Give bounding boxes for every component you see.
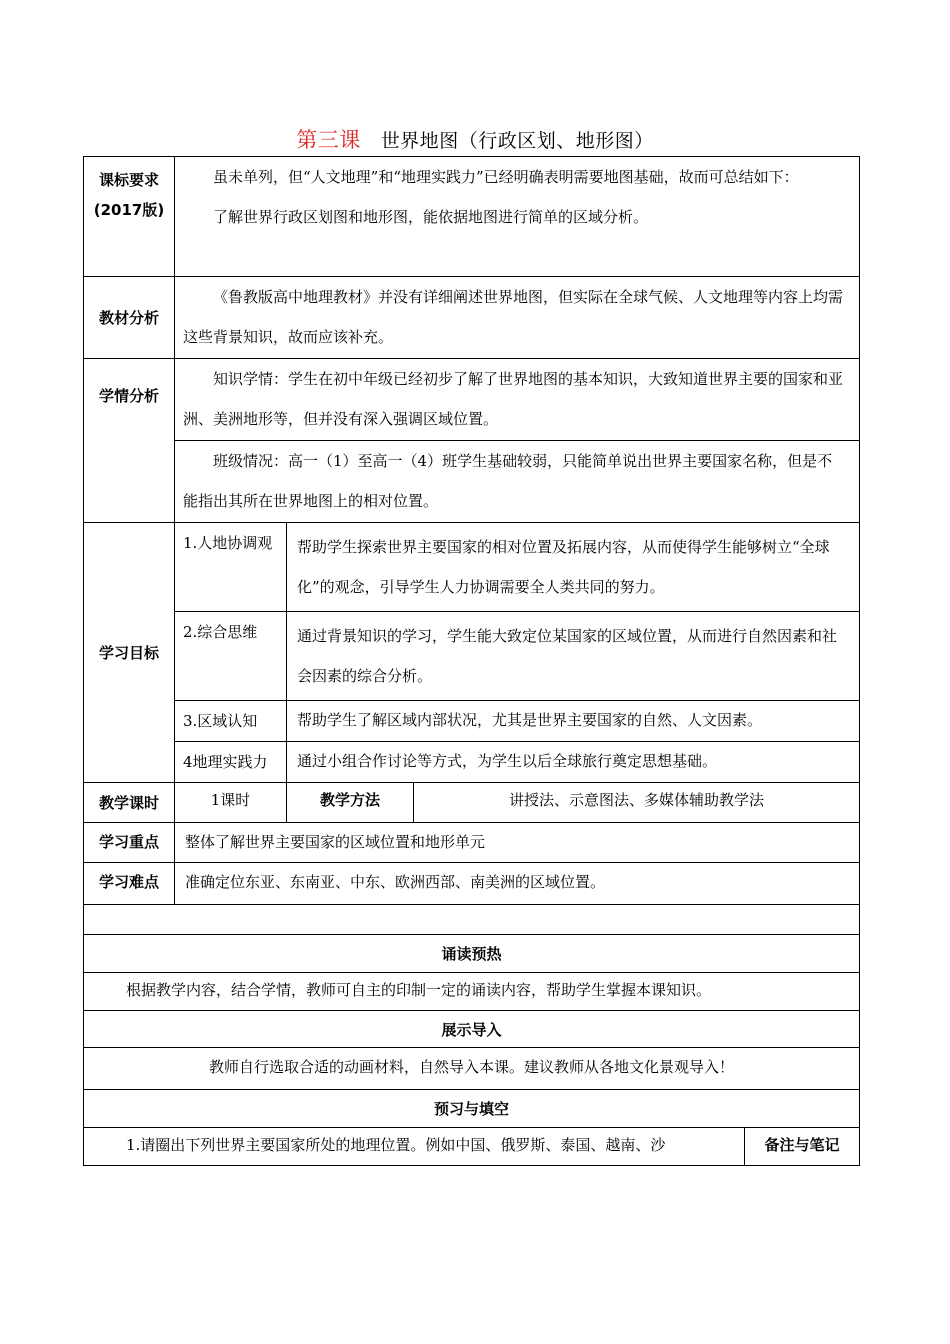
goals-label: 学习目标: [84, 523, 175, 783]
hours-label: 教学课时: [84, 783, 175, 823]
method-value: 讲授法、示意图法、多媒体辅助教学法: [414, 783, 860, 823]
goal-name: 2.综合思维: [175, 612, 287, 701]
standard-para1: 虽未单列，但“人文地理”和“地理实践力”已经明确表明需要地图基础，故而可总结如下：: [213, 168, 799, 186]
notes-label: 备注与笔记: [745, 1128, 860, 1166]
students-class-cell: [175, 441, 860, 523]
textbook-label: 教材分析: [84, 277, 175, 359]
intro-heading: 展示导入: [84, 1011, 860, 1048]
goal-name: 3.区域认知: [175, 701, 287, 742]
intro-text: 教师自行选取合适的动画材料，自然导入本课。建议教师从各地文化景观导入！: [84, 1048, 860, 1090]
preview-question: 1.请圈出下列世界主要国家所处的地理位置。例如中国、俄罗斯、泰国、越南、沙: [84, 1128, 745, 1166]
goal-name: 1.人地协调观: [175, 523, 287, 612]
goal-text: 通过背景知识的学习，学生能大致定位某国家的区域位置，从而进行自然因素和社会因素的综合分析。: [287, 612, 860, 701]
students-knowledge-cell: [175, 359, 860, 441]
lesson-plan-table: [83, 156, 859, 1166]
textbook-text: 《鲁教版高中地理教材》并没有详细阐述世界地图，但实际在全球气候、人文地理等内容上均需这些背景知识，故而应该补充。: [183, 288, 844, 346]
difficulty-label: 学习难点: [84, 863, 175, 905]
preview-heading: 预习与填空: [84, 1090, 860, 1128]
reading-heading: 诵读预热: [84, 935, 860, 973]
focus-text: 整体了解世界主要国家的区域位置和地形单元: [175, 823, 860, 863]
students-label: 学情分析: [84, 359, 175, 523]
empty-row: [84, 905, 860, 935]
goal-text: 帮助学生探索世界主要国家的相对位置及拓展内容，从而使得学生能够树立“全球化”的观念，引导学生人力协调需要全人类共同的努力。: [287, 523, 860, 612]
lesson-title: 世界地图（行政区划、地形图）: [380, 130, 654, 152]
standard-para2: 了解世界行政区划图和地形图，能依据地图进行简单的区域分析。: [213, 208, 649, 226]
standard-label-line1: 课标要求: [98, 171, 159, 189]
method-label: 教学方法: [287, 783, 414, 823]
focus-label: 学习重点: [84, 823, 175, 863]
hours-value: 1课时: [175, 783, 287, 823]
standard-label: [84, 157, 175, 277]
difficulty-text: 准确定位东亚、东南亚、中东、欧洲西部、南美洲的区域位置。: [175, 863, 860, 905]
goal-text: 帮助学生了解区域内部状况，尤其是世界主要国家的自然、人文因素。: [287, 701, 860, 742]
standard-content: [175, 157, 860, 277]
reading-text: 根据教学内容，结合学情，教师可自主的印制一定的诵读内容，帮助学生掌握本课知识。: [84, 973, 860, 1011]
lesson-number: 第三课: [296, 128, 361, 152]
students-class: 班级情况：高一（1）至高一（4）班学生基础较弱，只能简单说出世界主要国家名称，但是不能指出其所在世界地图上的相对位置。: [183, 452, 833, 510]
students-knowledge: 知识学情：学生在初中年级已经初步了解了世界地图的基本知识，大致知道世界主要的国家和亚洲、美洲地形等，但并没有深入强调区域位置。: [183, 370, 844, 428]
page-title: [0, 124, 950, 154]
textbook-content: [175, 277, 860, 359]
goal-text: 通过小组合作讨论等方式，为学生以后全球旅行奠定思想基础。: [287, 742, 860, 783]
standard-label-line2: (2017版): [93, 201, 165, 219]
goal-name: 4地理实践力: [175, 742, 287, 783]
